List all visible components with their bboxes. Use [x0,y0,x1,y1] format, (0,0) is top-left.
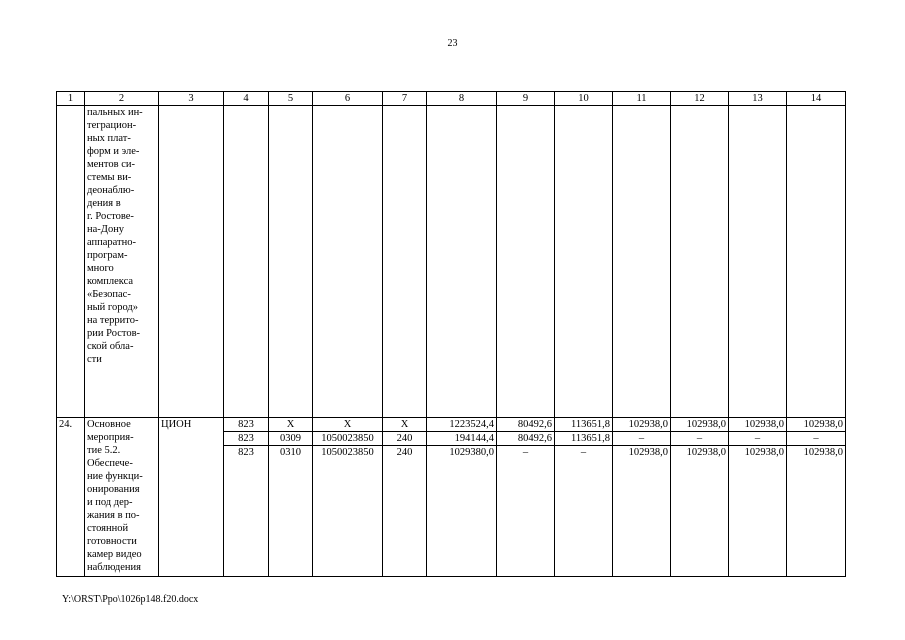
column-number-row [57,92,846,106]
empty-cell [224,106,269,418]
col-number: 2 [85,92,159,106]
empty-cell [787,106,846,418]
text-line: Обеспече- [87,458,133,469]
continuation-description [85,106,159,418]
table-cell: – [787,432,846,446]
col-number: 4 [224,92,269,106]
text-line: на террито- [87,315,139,326]
col-number: 5 [269,92,313,106]
table-cell: 240 [383,446,427,577]
empty-cell [427,106,497,418]
table-cell: 102938,0 [613,418,671,432]
text-line: Основное [87,419,131,430]
text-line: комплекса [87,276,134,287]
executor: ЦИОН [159,418,224,577]
table-cell: 240 [383,432,427,446]
table-cell: X [269,418,313,432]
col-number: 14 [787,92,846,106]
text-line: ный город» [87,302,139,313]
table-cell: 194144,4 [427,432,497,446]
col-number: 7 [383,92,427,106]
table-cell: 102938,0 [671,446,729,577]
text-line: на-Дону [87,224,125,235]
text-line: жания в по- [87,510,140,521]
text-line: дения в [87,198,121,209]
table-cell: 1223524,4 [427,418,497,432]
text-line: тие 5.2. [87,445,121,456]
table-cell: 113651,8 [555,418,613,432]
text-line: готовности [87,536,137,547]
empty-cell [57,106,85,418]
empty-cell [269,106,313,418]
text-line: много [87,263,114,274]
row-number: 24. [57,418,85,577]
footer-file-path: Y:\ORST\Ppo\1026p148.f20.docx [62,594,199,605]
empty-cell [729,106,787,418]
table-cell: – [671,432,729,446]
text-line: наблюдения [87,562,141,573]
text-line: камер видео [87,549,142,560]
col-number: 13 [729,92,787,106]
table-cell: 102938,0 [787,446,846,577]
text-line: стемы ви- [87,172,132,183]
table-cell: 823 [224,446,269,577]
text-line: «Безопас- [87,289,131,300]
table-cell: 1029380,0 [427,446,497,577]
budget-table [56,91,846,577]
empty-cell [159,106,224,418]
table-cell: 80492,6 [497,418,555,432]
empty-cell [497,106,555,418]
table-cell: 823 [224,432,269,446]
col-number: 12 [671,92,729,106]
empty-cell [383,106,427,418]
table-cell: 102938,0 [671,418,729,432]
text-line: сти [87,354,102,365]
table-cell: 102938,0 [729,418,787,432]
empty-cell [313,106,383,418]
text-line: ных плат- [87,133,131,144]
table-cell: 102938,0 [729,446,787,577]
text-line: деонаблю- [87,185,135,196]
continuation-row [57,106,846,418]
table-cell: – [555,446,613,577]
text-line: ментов си- [87,159,135,170]
col-number: 6 [313,92,383,106]
text-line: г. Ростове- [87,211,134,222]
text-line: и под дер- [87,497,133,508]
table-cell: 1050023850 [313,446,383,577]
col-number: 1 [57,92,85,106]
col-number: 9 [497,92,555,106]
col-number: 11 [613,92,671,106]
text-line: ской обла- [87,341,134,352]
text-line: онирования [87,484,140,495]
table-cell: 0310 [269,446,313,577]
table-cell: 102938,0 [613,446,671,577]
table-cell: – [497,446,555,577]
col-number: 10 [555,92,613,106]
col-number: 3 [159,92,224,106]
col-number: 8 [427,92,497,106]
table-cell: – [729,432,787,446]
empty-cell [555,106,613,418]
text-line: пальных ин- [87,107,143,118]
text-line: ние функци- [87,471,143,482]
text-line: теграцион- [87,120,137,131]
table-row [57,418,846,432]
text-line: стоянной [87,523,129,534]
table-cell: 113651,8 [555,432,613,446]
text-line: рии Ростов- [87,328,141,339]
activity-name [85,418,159,577]
empty-cell [671,106,729,418]
table-cell: 0309 [269,432,313,446]
table-cell: 823 [224,418,269,432]
table-cell: X [383,418,427,432]
text-line: мероприя- [87,432,134,443]
table-cell: 102938,0 [787,418,846,432]
text-line: програм- [87,250,128,261]
table-cell: 80492,6 [497,432,555,446]
table-cell: – [613,432,671,446]
page-number: 23 [447,38,458,49]
text-line: форм и эле- [87,146,140,157]
text-line: аппаратно- [87,237,137,248]
empty-cell [613,106,671,418]
table-cell: X [313,418,383,432]
table-cell: 1050023850 [313,432,383,446]
